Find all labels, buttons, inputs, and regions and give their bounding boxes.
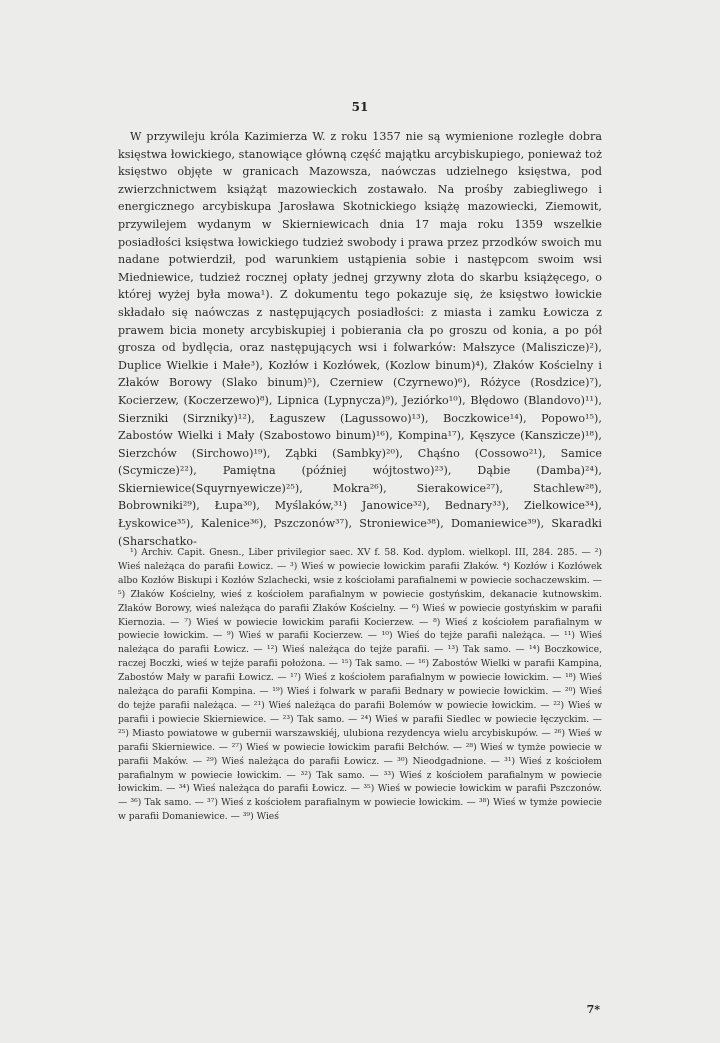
- page-number: 51: [351, 100, 369, 114]
- footnotes-paragraph: ¹) Archiv. Capit. Gnesn., Liber privilegior saec. XV f. 58. Kod. dyplom. wielkopl. III, 284. 285. — ²) Wieś należąca do parafii Łowicz. — ³) Wieś w powiecie łowickim parafii Złaków. ⁴) Kozłów i Kozłówek albo Kozłów Biskupi i Kozłów Szlachecki, wsie z kościołami parafialnemi w powiecie sochaczewskim. — ⁵) Złaków Kościelny, wieś z kościołem parafialnym w powiecie gostyńskim, dekanacie kutnowskim. Złaków Borowy, wieś należąca do parafii Złaków Kościelny. — ⁶) Wieś w powiecie gostyńskim w parafii Kiernozia. — ⁷) Wieś w powiecie łowickim parafii Kocierzew. — ⁸) Wieś z kościołem parafialnym w powiecie łowickim. — ⁹) Wieś w parafii Kocierzew. — ¹⁰) Wieś do tejże parafii należąca. — ¹¹) Wieś należąca do parafii Łowicz. — ¹²) Wieś należąca do tejże parafii. — ¹³) Tak samo. — ¹⁴) Boczkowice, raczej Boczki, wieś w tejże parafii położona. — ¹⁵) Tak samo. — ¹⁶) Zabostów Wielki w parafii Kampina, Zabostów Mały w parafii Łowicz. — ¹⁷) Wieś z kościołem parafialnym w powiecie łowickim. — ¹⁸) Wieś należąca do parafii Kompina. — ¹⁹) Wieś i folwark w parafii Bednary w powiecie łowickim. — ²⁰) Wieś do tejże parafii należąca. — ²¹) Wieś należąca do parafii Bolemów w powiecie łowickim. — ²²) Wieś w parafii i powiecie Skierniewice. — ²³) Tak samo. — ²⁴) Wieś w parafii Siedlec w powiecie łęczyckim. — ²⁵) Miasto powiatowe w gubernii warszawskiéj, ulubiona rezydencya wielu arcybiskupów. — ²⁶) Wieś w parafii Skierniewice. — ²⁷) Wieś w powiecie łowickim parafii Bełchów. — ²⁸) Wieś w tymże powiecie w parafii Maków. — ²⁹) Wieś należąca do parafii Łowicz. — ³⁰) Nieodgadnione. — ³¹) Wieś z kościołem parafialnym w powiecie łowickim. — ³²) Tak samo. — ³³) Wieś z kościołem parafialnym w powiecie łowickim. — ³⁴) Wieś należąca do parafii Łowicz. — ³⁵) Wieś w powiecie łowickim w parafii Pszczonów. — ³⁶) Tak samo. — ³⁷) Wieś z kościołem parafialnym w powiecie łowickim. — ³⁸) Wieś w tymże powiecie w parafii Domaniewice. — ³⁹) Wieś: [118, 547, 602, 823]
- footnotes: [118, 546, 602, 824]
- printer-signature-mark: 7*: [586, 1003, 600, 1016]
- main-text: [118, 128, 602, 550]
- main-paragraph: W przywileju króla Kazimierza W. z roku 1357 nie są wymienione rozległe dobra księstwa łowickiego, stanowiące główną część majątku arcybiskupiego, ponieważ toż księstwo objęte w granicach Mazowsza, naówczas udzielnego księstwa, pod zwierzchnictwem książąt mazowieckich zostawało. Na prośby zabiegliwego i energicznego arcybiskupa Jarosława Skotnickiego książę mazowiecki, Ziemowit, przywilejem wydanym w Skierniewicach dnia 17 maja roku 1359 wszelkie posiadłości księstwa łowickiego tudzież swobody i prawa przez przodków swoich mu nadane potwierdził, pod warunkiem ustąpienia sobie i następcom swoim wsi Miedniewice, tudzież rocznej opłaty jednej grzywny złota do skarbu książęcego, o której wyżej była mowa¹). Z dokumentu tego pokazuje się, że księstwo łowickie składało się naówczas z następujących posiadłości: z miasta i zamku Łowicza z prawem bicia monety arcybiskupiej i pobierania cła po groszu od konia, a po pół grosza od bydlęcia, oraz następujących wsi i folwarków: Małszyce (Maliszicze)²), Duplice Wielkie i Małe³), Kozłów i Kozłówek, (Kozlow binum)⁴), Złaków Kościelny i Złaków Borowy (Slako binum)⁵), Czerniew (Czyrnewo)⁶), Różyce (Rosdzice)⁷), Kocierzew, (Koczerzewo)⁸), Lipnica (Lypnycza)⁹), Jeziórko¹⁰), Błędowo (Blandovo)¹¹), Sierzniki (Sirzniky)¹²), Łaguszew (Lagussowo)¹³), Boczkowice¹⁴), Popowo¹⁵), Zabostów Wielki i Mały (Szabostowo binum)¹⁶), Kompina¹⁷), Kęszyce (Kanszicze)¹⁸), Sierzchów (Sirchowo)¹⁹), Ząbki (Sambky)²⁰), Chąśno (Cossowo²¹), Samice (Scymicze)²²), Pamiętna (później wójtostwo)²³), Dąbie (Damba)²⁴), Skierniewice(Squyrnyewicze)²⁵), Mokra²⁶), Sierakowice²⁷), Stachlew²⁸), Bobrowniki²⁹), Łupa³⁰), Myślaków,³¹) Janowice³²), Bednary³³), Zielkowice³⁴), Łyskowice³⁵), Kalenice³⁶), Pszczonów³⁷), Stroniewice³⁸), Domaniewice³⁹), Skaradki (Sharschatko-: [118, 130, 602, 548]
